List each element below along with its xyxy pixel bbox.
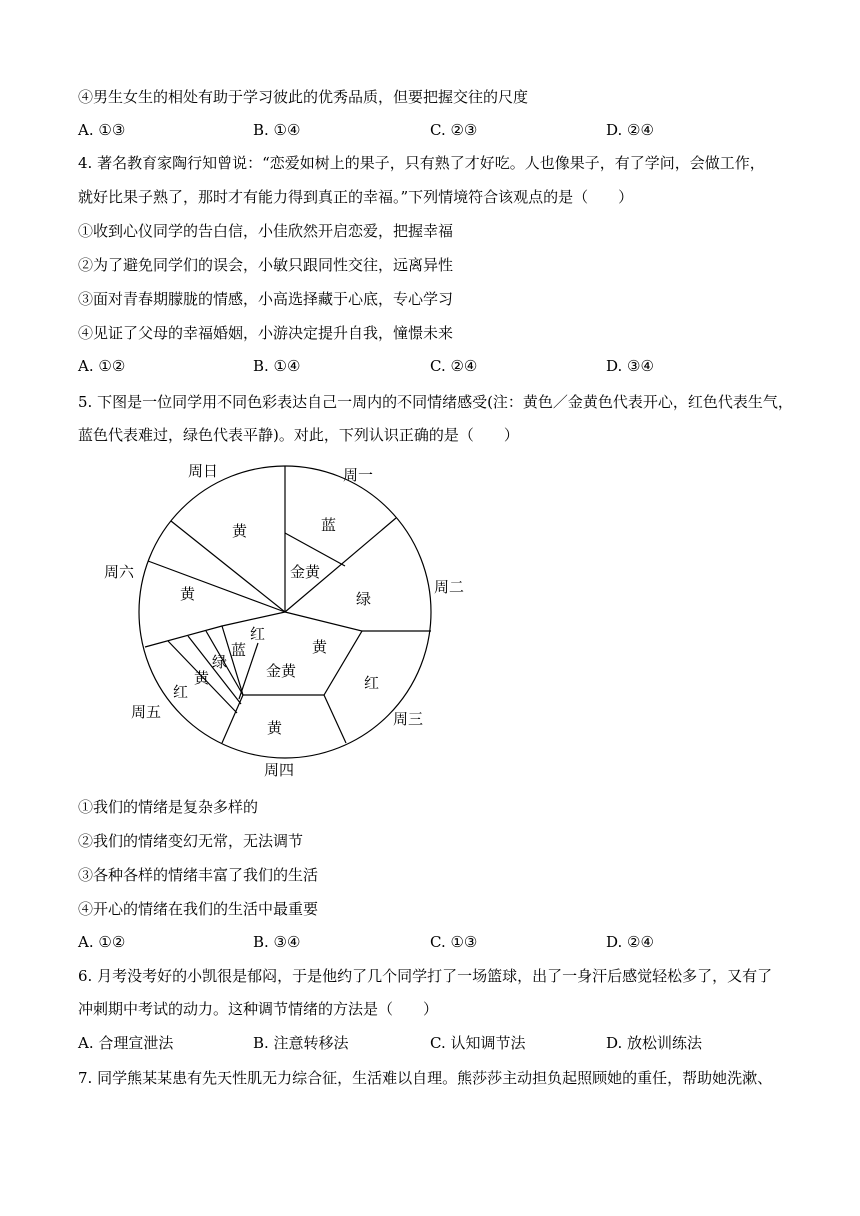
q5-stem-line-1: 5. 下图是一位同学用不同色彩表达自己一周内的不同情绪感受(注：黄色／金黄色代表开心，红色代表生气， xyxy=(78,393,793,411)
divider-wed-thu xyxy=(324,695,346,743)
q4-item-1: ①收到心仪同学的告白信，小佳欣然开启恋爱，把握幸福 xyxy=(78,222,454,240)
day-label-sat: 周六 xyxy=(104,563,135,581)
q4-option-a: A. ①② xyxy=(78,357,126,375)
q6-option-c: C. 认知调节法 xyxy=(430,1034,526,1052)
day-label-wed: 周三 xyxy=(393,710,424,728)
cell-fri-yellow: 黄 xyxy=(194,669,210,687)
cell-mon-blue: 蓝 xyxy=(321,516,337,534)
cell-fri-red-outer: 红 xyxy=(173,683,189,701)
day-label-fri: 周五 xyxy=(131,703,162,721)
cell-sun-yellow: 黄 xyxy=(232,522,248,540)
day-label-thu: 周四 xyxy=(264,761,295,779)
q4-item-2: ②为了避免同学们的误会，小敏只跟同性交往，远离异性 xyxy=(78,256,454,274)
q5-option-b: B. ③④ xyxy=(253,933,301,951)
q6-option-a: A. 合理宣泄法 xyxy=(78,1034,174,1052)
cell-sat-yellow: 黄 xyxy=(180,585,196,603)
q6-stem-line-1: 6. 月考没考好的小凯很是郁闷，于是他约了几个同学打了一场篮球，出了一身汗后感觉轻松多了，又有了 xyxy=(78,967,773,985)
q5-item-2: ②我们的情绪变幻无常，无法调节 xyxy=(78,832,304,850)
q3-option-c: C. ②③ xyxy=(430,121,478,139)
cell-center-gold: 金黄 xyxy=(266,662,297,680)
cell-thu-yellow: 黄 xyxy=(267,719,283,737)
divider-fri-sat xyxy=(148,561,285,612)
q4-item-3: ③面对青春期朦胧的情感，小高选择藏于心底，专心学习 xyxy=(78,290,454,308)
q4-option-d: D. ③④ xyxy=(606,357,654,375)
q5-option-d: D. ②④ xyxy=(606,933,654,951)
q4-option-c: C. ②④ xyxy=(430,357,478,375)
q4-stem-line-1: 4. 著名教育家陶行知曾说：“恋爱如树上的果子，只有熟了才好吃。人也像果子，有了学问，会做工作， xyxy=(78,154,765,172)
cell-fri-blue: 蓝 xyxy=(231,641,247,659)
cell-wed-yellow: 黄 xyxy=(312,638,328,656)
q3-option-b: B. ①④ xyxy=(253,121,301,139)
q5-item-4: ④开心的情绪在我们的生活中最重要 xyxy=(78,900,319,918)
cell-fri-red-inner: 红 xyxy=(250,625,266,643)
divider-fri-top xyxy=(145,626,222,647)
cell-tue-green: 绿 xyxy=(356,590,372,608)
cell-fri-green: 绿 xyxy=(212,653,228,671)
q5-stem-line-2: 蓝色代表难过，绿色代表平静)。对此，下列认识正确的是（ ） xyxy=(78,426,519,444)
day-label-tue: 周二 xyxy=(434,578,465,596)
q3-item-4: ④男生女生的相处有助于学习彼此的优秀品质，但要把握交往的尺度 xyxy=(78,88,529,106)
q4-stem-line-2: 就好比果子熟了，那时才有能力得到真正的幸福。”下列情境符合该观点的是（ ） xyxy=(78,188,634,206)
q6-stem-line-2: 冲刺期中考试的动力。这种调节情绪的方法是（ ） xyxy=(78,1000,439,1018)
q4-option-b: B. ①④ xyxy=(253,357,301,375)
cell-wed-red: 红 xyxy=(364,674,380,692)
q6-option-d: D. 放松训练法 xyxy=(606,1034,703,1052)
q6-option-b: B. 注意转移法 xyxy=(253,1034,349,1052)
q7-stem-line-1: 7. 同学熊某某患有先天性肌无力综合征，生活难以自理。熊莎莎主动担负起照顾她的重任，帮助她洗漱、 xyxy=(78,1069,773,1087)
day-label-mon: 周一 xyxy=(343,466,374,484)
q5-item-3: ③各种各样的情绪丰富了我们的生活 xyxy=(78,866,319,884)
day-label-sun: 周日 xyxy=(188,462,219,480)
q5-option-c: C. ①③ xyxy=(430,933,478,951)
q3-option-d: D. ②④ xyxy=(606,121,654,139)
q5-item-1: ①我们的情绪是复杂多样的 xyxy=(78,798,259,816)
q4-item-4: ④见证了父母的幸福婚姻，小游决定提升自我，憧憬未来 xyxy=(78,324,454,342)
cell-mon-gold: 金黄 xyxy=(290,563,321,581)
q3-option-a: A. ①③ xyxy=(78,121,126,139)
q5-option-a: A. ①② xyxy=(78,933,126,951)
divider-mon-gold xyxy=(285,533,345,566)
